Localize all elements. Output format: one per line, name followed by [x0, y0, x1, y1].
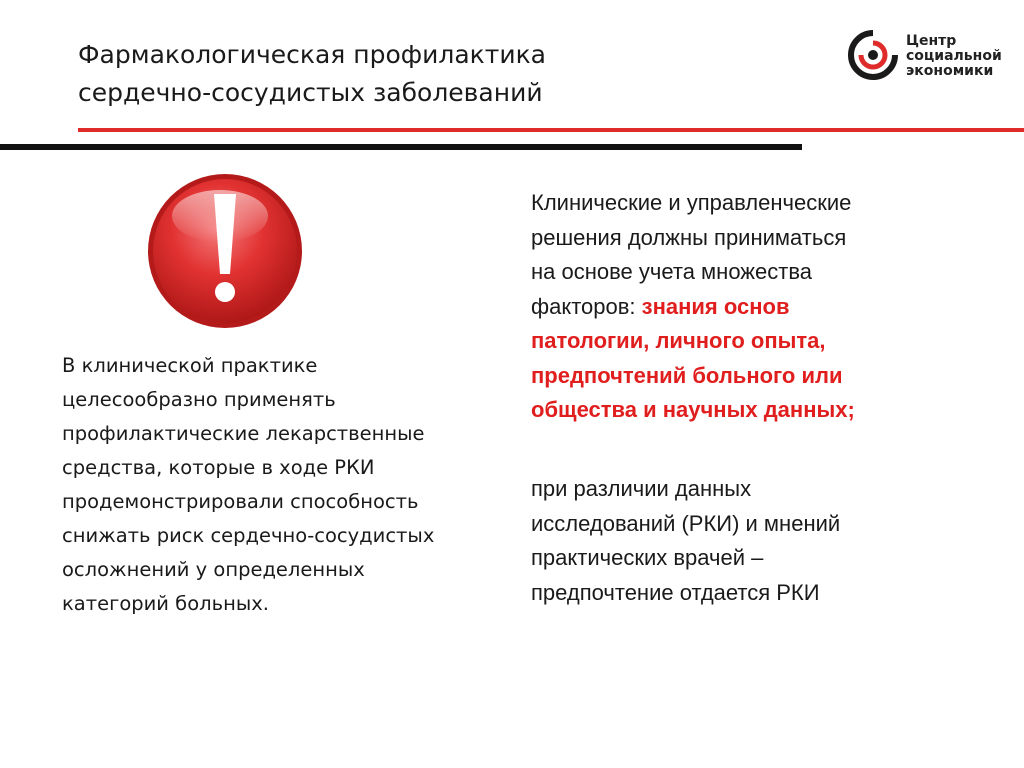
left-line: снижать риск сердечно-сосудистых: [62, 524, 435, 547]
right2-line: предпочтение отдается РКИ: [531, 579, 820, 605]
logo-line-1: Центр: [906, 33, 957, 49]
left-paragraph: [62, 349, 502, 621]
black-divider: [0, 144, 802, 150]
slide-title: [78, 36, 798, 112]
right-line-plain: факторов:: [531, 293, 642, 319]
slide-title-line-2: сердечно-сосудистых заболеваний: [78, 78, 543, 107]
exclamation-icon: [146, 172, 304, 330]
right-highlight-line: общества и научных данных;: [531, 397, 855, 422]
left-line: целесообразно применять: [62, 388, 336, 411]
logo: [848, 30, 1018, 86]
target-logo-icon: [848, 30, 898, 80]
logo-line-2: социальной: [906, 48, 1002, 64]
left-line: В клинической практике: [62, 354, 318, 377]
logo-text: [906, 34, 1002, 79]
right-line-highlight: знания основ: [641, 293, 790, 319]
left-line: средства, которые в ходе РКИ: [62, 456, 375, 479]
right-paragraph-1: [531, 186, 991, 428]
right2-line: при различии данных: [531, 476, 752, 501]
right-line: Клинические и управленческие: [531, 190, 852, 215]
red-divider: [78, 128, 1024, 132]
right-highlight-line: патологии, личного опыта,: [531, 328, 826, 353]
right-highlight-line: предпочтений больного или: [531, 362, 843, 388]
left-line: профилактические лекарственные: [62, 422, 425, 445]
right-line: на основе учета множества: [531, 259, 813, 284]
left-line: продемонстрировали способность: [62, 490, 419, 513]
right2-line: исследований (РКИ) и мнений: [531, 510, 841, 536]
right-paragraph-2: [531, 472, 991, 610]
right2-line: практических врачей –: [531, 545, 764, 570]
right-line: решения должны приниматься: [531, 224, 847, 250]
logo-line-3: экономики: [906, 63, 994, 79]
left-line: категорий больных.: [62, 592, 269, 615]
right-line: [531, 290, 991, 325]
slide-title-line-1: Фармакологическая профилактика: [78, 40, 547, 69]
left-line: осложнений у определенных: [62, 558, 365, 581]
